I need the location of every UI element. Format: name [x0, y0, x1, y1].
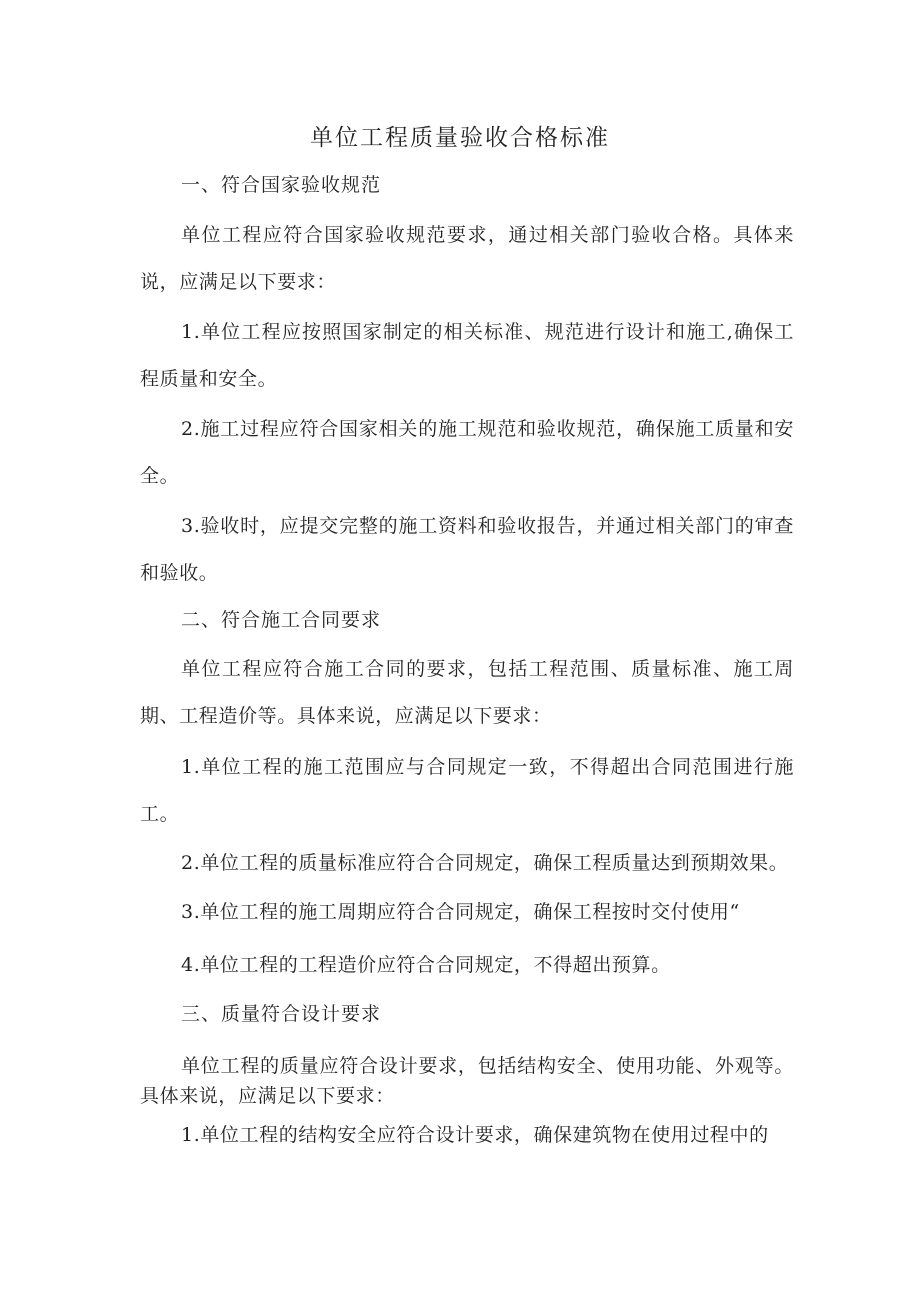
section-1-item-2: 2.施工过程应符合国家相关的施工规范和验收规范，确保施工质量和安全。	[140, 418, 794, 487]
section-3-item-1: 1.单位工程的结构安全应符合设计要求，确保建筑物在使用过程中的	[181, 1124, 769, 1146]
section-heading-1: 一、符合国家验收规范	[181, 174, 382, 196]
section-2-item-3: 3.单位工程的施工周期应符合合同规定，确保工程按时交付使用“	[181, 901, 740, 923]
section-heading-2: 二、符合施工合同要求	[181, 609, 382, 631]
section-1-item-3: 3.验收时，应提交完整的施工资料和验收报告，并通过相关部门的审查和验收。	[140, 515, 794, 584]
section-1-item-1: 1.单位工程应按照国家制定的相关标准、规范进行设计和施工,确保工程质量和安全。	[140, 321, 794, 390]
section-heading-3: 三、质量符合设计要求	[181, 1003, 382, 1025]
section-2-item-1: 1.单位工程的施工范围应与合同规定一致，不得超出合同范围进行施工。	[140, 756, 794, 825]
section-3-intro: 单位工程的质量应符合设计要求，包括结构安全、使用功能、外观等。具体来说，应满足以下要求：	[140, 1055, 794, 1107]
section-1-intro: 单位工程应符合国家验收规范要求，通过相关部门验收合格。具体来说，应满足以下要求：	[140, 224, 794, 293]
section-2-intro: 单位工程应符合施工合同的要求，包括工程范围、质量标准、施工周期、工程造价等。具体来说，应满足以下要求：	[140, 658, 794, 727]
section-2-item-2: 2.单位工程的质量标准应符合合同规定，确保工程质量达到预期效果。	[181, 852, 789, 874]
document-title: 单位工程质量验收合格标准	[310, 125, 610, 151]
section-2-item-4: 4.单位工程的工程造价应符合合同规定，不得超出预算。	[181, 954, 671, 976]
